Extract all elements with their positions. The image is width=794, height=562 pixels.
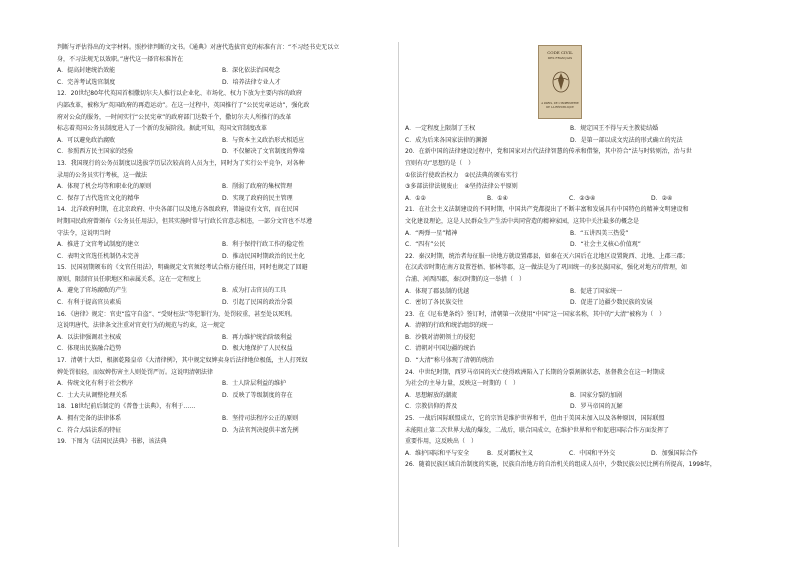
answer-options-row <box>57 181 392 193</box>
text-line: 21．在社会主义法制建设的不同时期，中国共产党都提出了不断丰富和发展具有中国特色的精神文明建设和 <box>405 206 689 214</box>
answer-option[interactable]: A．避免了官场腐败的产生 <box>57 287 128 295</box>
text-line: 13．我国现行的公务员制度以选拔学历层次较高的人员为主，同时为了实行公平竞争，对各种 <box>57 159 305 167</box>
answer-option[interactable]: D．引起了民国的政治分裂 <box>222 299 293 307</box>
answer-option[interactable] <box>570 332 735 344</box>
answer-option[interactable]: D．培养法律专业人才 <box>222 78 281 86</box>
text-line: 16．《唐律》规定：官吏“监守自盗”、“受财枉法”等犯罪行为，处罚较重，甚至处以死刑。 <box>57 310 297 318</box>
answer-option[interactable]: B．“五讲四美三热爱” <box>570 229 629 237</box>
text-line: 府对公众的服务，一时间实行“公民宪章”的政府部门达数千个，撒切尔夫人所推行的改革 <box>57 113 292 121</box>
answer-options-row <box>57 332 392 344</box>
answer-option[interactable]: B．士人阶层利益的维护 <box>222 380 287 388</box>
answer-option[interactable]: A．体现了郡县制的优越 <box>405 287 470 295</box>
text-line: 原则，限制官员任职地区和亲属关系，这在一定程度上 <box>57 275 202 283</box>
answer-options-row <box>57 239 392 251</box>
answer-options-row <box>57 146 392 158</box>
answer-option[interactable]: A．可以避免政治腐败 <box>57 136 116 144</box>
answer-option[interactable] <box>570 355 735 367</box>
answer-option[interactable]: B．①④ <box>487 194 508 202</box>
text-line: 为社会的主导力量，反映这一时期的（ ） <box>405 380 520 388</box>
answer-option[interactable]: A．推进了文官考试制度的建立 <box>57 241 140 249</box>
answer-options-row <box>405 193 740 205</box>
answer-options-row <box>405 390 740 402</box>
answer-option[interactable]: D．反映了等级制度的存在 <box>222 391 293 399</box>
text-line: 录用的公务员实行考核，这一做法 <box>57 171 148 179</box>
answer-option[interactable]: C．完善考试选官制度 <box>57 78 116 86</box>
answer-options-row <box>57 251 392 263</box>
answer-options-row <box>405 239 740 251</box>
answer-option[interactable]: B．与资本主义政治形式相适应 <box>222 136 305 144</box>
answer-option[interactable]: A．传统文化有利于社会秩序 <box>57 380 134 388</box>
image-spacer <box>405 42 740 123</box>
book-title: CODE CIVIL <box>547 50 573 55</box>
column-divider <box>398 42 399 547</box>
answer-option[interactable]: B．坚持司法程序公正的原则 <box>222 415 299 422</box>
answer-option[interactable]: D．“社会主义核心价值观” <box>570 241 641 249</box>
text-line: 在汉武帝时期在南方设置苍梧、郁林等郡，这一做法是为了巩固统一的多民族国家，强化对地方的管理，如 <box>405 264 688 272</box>
answer-options-row <box>57 77 392 89</box>
answer-option[interactable]: B．规定国王不得与天主教徒结婚 <box>570 125 659 133</box>
answer-options-row <box>405 228 740 240</box>
answer-options-row <box>405 355 740 367</box>
answer-option[interactable]: D．是第一部以成文宪法的形式确立的宪法 <box>570 136 683 144</box>
answer-option[interactable]: D．极大地保护了人民权益 <box>222 345 293 353</box>
answer-option[interactable]: A．维护国际和平与安全 <box>405 449 470 457</box>
answer-option[interactable]: D．加强国际合作 <box>651 449 698 457</box>
text-line: 未能阻止第二次世界大战的爆发，二战后，联合国成立，在维护世界和平和促进国际合作方面发挥了 <box>405 426 670 434</box>
answer-options-row <box>57 65 392 77</box>
answer-option[interactable]: B．再力维护统治阶级利益 <box>222 333 293 341</box>
right-column <box>405 42 740 471</box>
text-line: 标志着英国公务员制度进入了一个新的发展阶段。据此可知，英国文官制度改革 <box>57 125 268 133</box>
answer-option[interactable]: D．为法官判决提供丰富先例 <box>222 426 299 434</box>
answer-options-row <box>405 123 740 135</box>
text-line: 文化建设理论，这是人民群众生产生活中共同营造的精神家园，这其中关注最多的概念是 <box>405 217 640 225</box>
text-line: 守法令，这说明当时 <box>57 229 112 237</box>
answer-options-row <box>57 390 392 402</box>
answer-option[interactable]: C．中国和平外交 <box>569 449 616 457</box>
answer-option[interactable]: A．以法律强调君主权威 <box>57 333 122 341</box>
answer-options-row <box>405 448 740 460</box>
answer-option[interactable] <box>570 320 735 332</box>
text-line: 身，不习法规无以效职。”唐代这一择官标准旨在 <box>57 55 184 63</box>
answer-option[interactable]: C．密切了各民族交往 <box>405 299 464 307</box>
answer-option[interactable]: B．利于保持行政工作的稳定性 <box>222 241 305 249</box>
text-line: 23．在《尼布楚条约》签订时，清朝第一次使用“中国”这一国家名称，其中的“大清”被称为（ ） <box>405 310 666 318</box>
book-subtitle: DES FRANÇAIS <box>547 56 573 60</box>
answer-option[interactable]: C．符合大陆法系的特征 <box>57 426 122 434</box>
text-line: 内部改革，被称为“英国政府的再造运动”。在这一过程中，英国推行了“公民宪章运动”，强化政 <box>57 101 310 109</box>
answer-option[interactable]: C．宗教信仰的普及 <box>405 403 458 411</box>
answer-option[interactable]: C．成为后来各国家法律的渊源 <box>405 136 488 144</box>
answer-option[interactable]: C．清朝对中国边疆的统治 <box>405 345 476 353</box>
answer-options-row <box>405 297 740 309</box>
answer-option[interactable]: D．不仅解决了文官制度的弊端 <box>222 148 305 156</box>
answer-option[interactable]: A．“两弹一星”精神 <box>405 229 458 237</box>
text-line: 12．20世纪80年代英国首相撒切尔夫人推行以企业化、市场化、权力下放为主要内容的政府 <box>57 90 302 98</box>
answer-option[interactable]: C．有利于提高官员素质 <box>57 299 122 307</box>
answer-option[interactable]: C．体现出民族融合趋势 <box>57 345 122 353</box>
book-imprint: A PARIS, DE L'IMPRIMERIE DE LA RÉPUBLIQUE <box>541 102 579 109</box>
answer-options-row <box>405 343 740 355</box>
text-line: ①依法行使政治权力 ②民法典的颁布实行 <box>405 171 518 179</box>
answer-options-row <box>57 135 392 147</box>
answer-option[interactable]: B．深化依法治国观念 <box>222 67 281 75</box>
text-line: 15．民国初期颁布的《文官任用法》，明确规定文官须经考试合格方能任用，同时也规定了回避 <box>57 264 308 272</box>
answer-option[interactable]: C．参照西方民主国家的经验 <box>57 148 134 156</box>
answer-option[interactable]: A．提高封建统治效能 <box>57 67 116 75</box>
text-line: 宜则有功”思想的是（ ） <box>405 159 475 167</box>
text-line: 这说明唐代，法律条文注重对官吏行为的规范与约束，这一规定 <box>57 322 226 330</box>
answer-option[interactable]: A．拥有完备的法律体系 <box>57 415 122 422</box>
text-line: 18．18世纪前后制定的《普鲁士法典》，有利于…… <box>57 403 196 411</box>
answer-option[interactable]: B．促进了国家统一 <box>570 287 623 295</box>
answer-options-row <box>57 425 392 437</box>
answer-options-row <box>405 135 740 147</box>
answer-option[interactable]: A．①② <box>405 194 426 202</box>
answer-option[interactable]: C．保存了古代选官文化的精华 <box>57 194 140 202</box>
answer-options-row <box>57 193 392 205</box>
text-line: 重要作用，这反映出（ ） <box>405 438 478 446</box>
text-line: ③多部法律法规废止 ④坚持法律公平原则 <box>405 183 518 191</box>
text-line: 22．秦汉时期，统治者每征服一块地方就设置郡县，如秦在灭六国后在北地区设置陇西、北地、上郡三郡； <box>405 252 689 260</box>
answer-option[interactable]: A．清朝的行政和统治组织的统一 <box>405 322 494 330</box>
answer-option[interactable]: D．促进了边疆少数民族的发展 <box>570 299 653 307</box>
left-column <box>57 42 392 448</box>
answer-options-row <box>57 378 392 390</box>
answer-option[interactable]: B．反对霸权主义 <box>487 449 534 457</box>
answer-options-row <box>57 413 392 425</box>
answer-option[interactable]: D．推动民国时期政治的民主化 <box>222 252 305 260</box>
answer-option[interactable]: A．一定程度上限制了王权 <box>405 125 476 133</box>
answer-option[interactable]: B．国家分裂的加剧 <box>570 391 623 399</box>
answer-option[interactable]: C．②③④ <box>569 194 596 202</box>
answer-options-row <box>405 286 740 298</box>
answer-option[interactable]: D．罗马帝国的瓦解 <box>570 403 623 411</box>
answer-options-row <box>57 297 392 309</box>
answer-options-row <box>405 401 740 413</box>
answer-option[interactable]: D．实现了政府的民主管理 <box>222 194 293 202</box>
answer-option[interactable]: A．体现了机会均等和职业化的原则 <box>57 183 152 191</box>
text-line: 24．中世纪时期，西罗马帝国的灭亡使得欧洲陷入了长期的分裂割据状态，基督教会在这一时期成 <box>405 368 665 376</box>
text-line: 时期国民政府曾颁布《公务员任用法》，但其实施时常与行政长官意志相违，一部分文官也不尽遵 <box>57 217 313 225</box>
answer-option[interactable]: C．“四有”公民 <box>405 241 446 249</box>
text-line: 20．在新中国的法律建设过程中，党和国家对古代法律智慧的传承和借鉴，其中符合“法与时转则治，治与世 <box>405 148 692 156</box>
text-line: 14．北洋政府时期，在北京政府、中央各部门以及地方各级政府，普遍设有文官，而在民国 <box>57 206 299 214</box>
text-line: 判断与评估得出的文字材料。照抄律判断的文书。《通典》对唐代选拔官吏的标准有言：“不习经书史无以立 <box>57 44 340 51</box>
text-line: 25．一战后国际联盟成立，它的宗旨是维护世界和平，但由于美国未加入以及各种原因，国际联盟 <box>405 415 665 423</box>
text-line: 19．下图为《法国民法典》书影，该法典 <box>57 438 167 446</box>
answer-option[interactable]: A．思想解放的潮流 <box>405 391 458 399</box>
answer-options-row <box>57 285 392 297</box>
text-line: 26．随着民族区域自治制度的实施，民族自治地方的自治机关的组成人员中，少数民族公民比例有所提高，1998年， <box>405 461 716 469</box>
answer-option[interactable] <box>570 343 735 355</box>
answer-option[interactable]: D．②④ <box>651 194 673 202</box>
text-line: 合浦、河西四郡，秦汉时期的这一举措（ ） <box>405 275 526 283</box>
answer-option[interactable]: D．“大清”称号体现了清朝的统治 <box>405 357 494 365</box>
answer-option[interactable]: C．表明文官选任机制仍未完善 <box>57 252 140 260</box>
answer-option[interactable]: C．士大夫从调整伦理关系 <box>57 391 128 399</box>
answer-option[interactable]: B．成为打击官员的工具 <box>222 287 287 295</box>
answer-options-row <box>405 332 740 344</box>
text-line: 婢处罚很轻，而奴婢伤害主人则处罚严厉。这说明清朝法律 <box>57 368 214 376</box>
answer-options-row <box>405 320 740 332</box>
answer-options-row <box>57 343 392 355</box>
text-line: 17．清朝十大臣，根据乾隆皇帝《大清律例》，其中规定奴婢卖身后法律地位极低，主人打死奴 <box>57 357 308 365</box>
answer-option[interactable]: B．沙俄对清朝领土的侵犯 <box>405 333 476 341</box>
answer-option[interactable]: B．削弱了政府的集权管理 <box>222 183 293 191</box>
